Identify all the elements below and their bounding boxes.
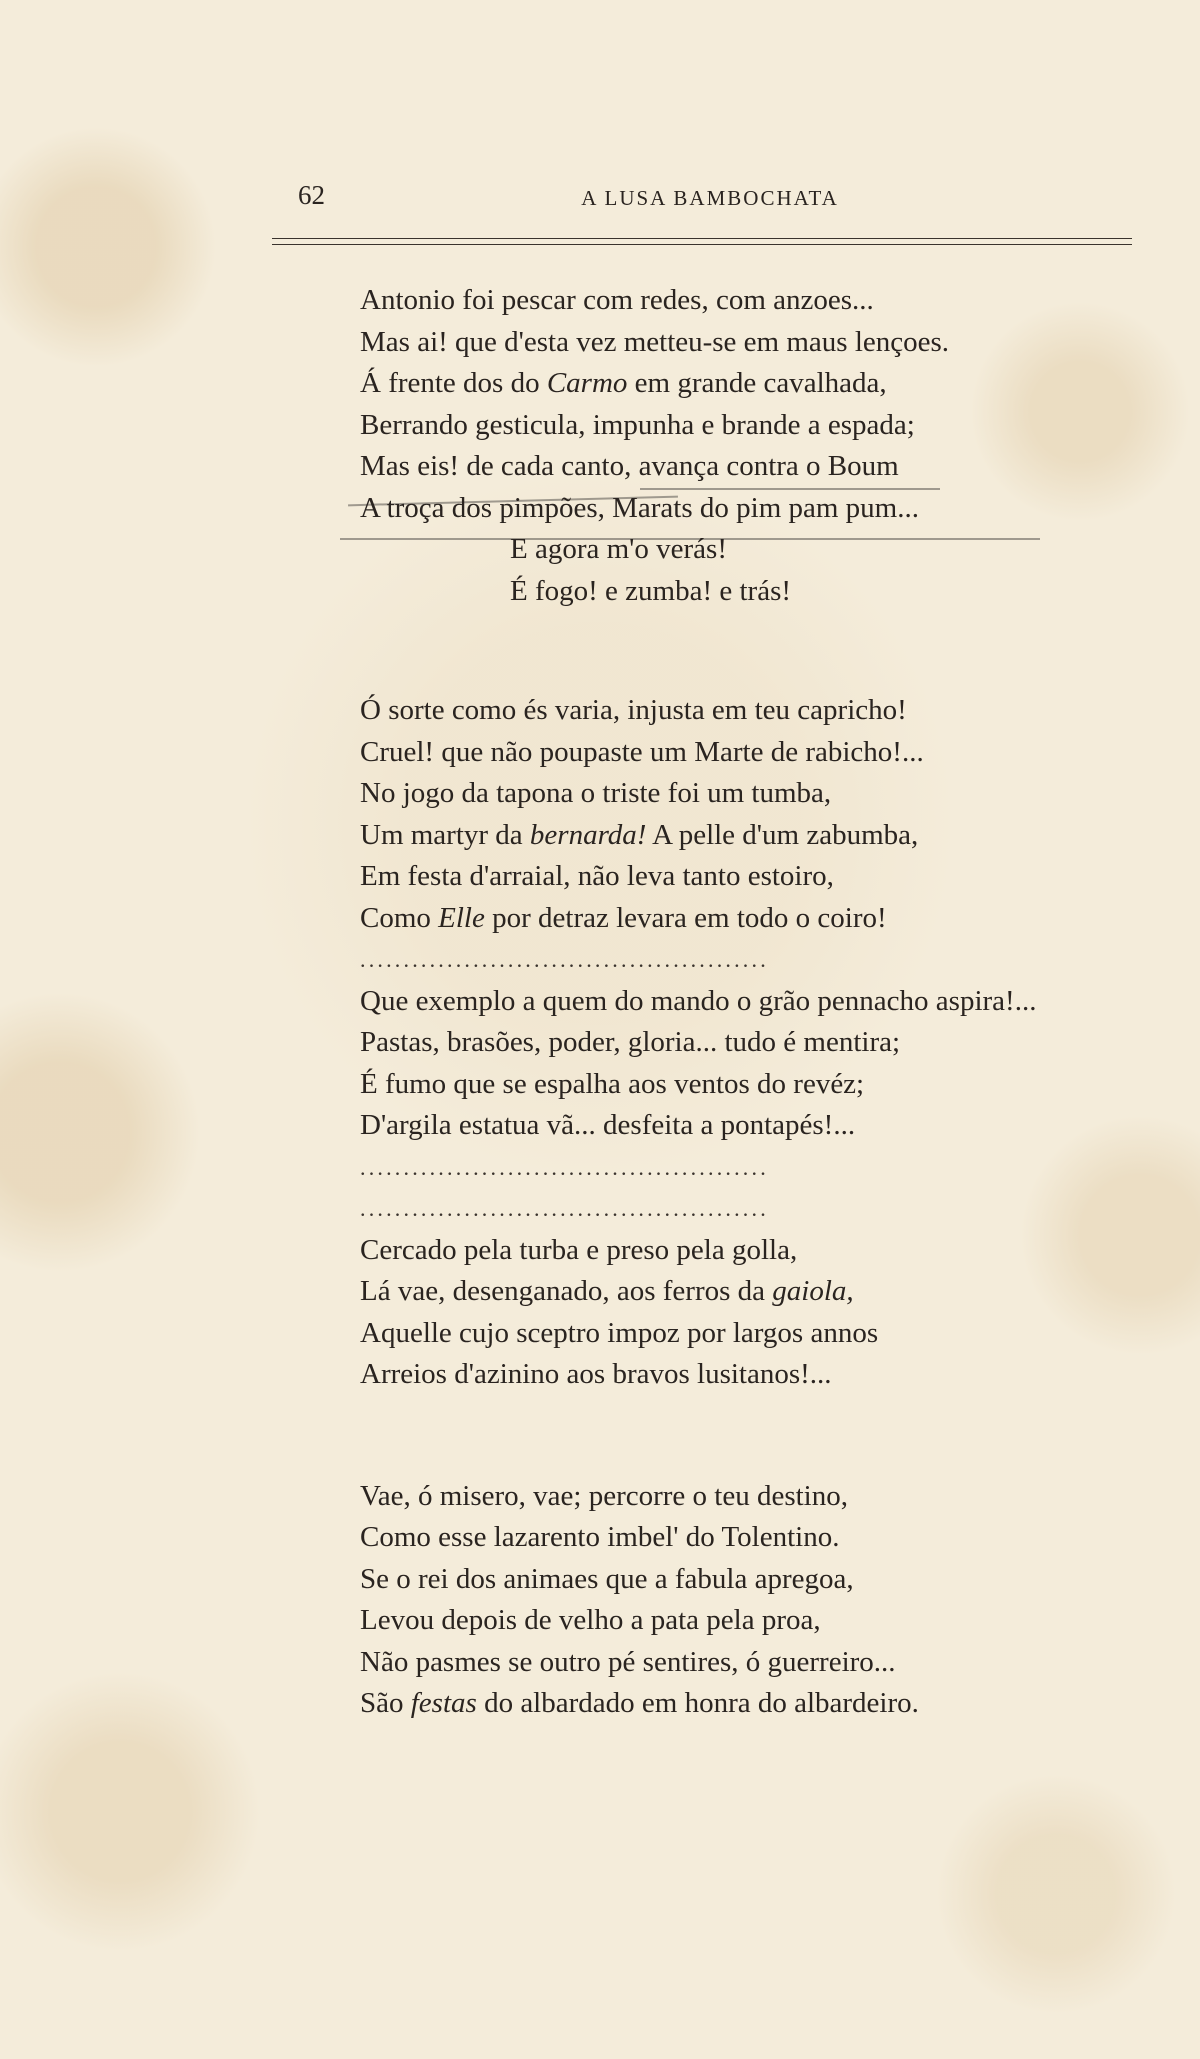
verse-line: Mas eis! de cada canto, avança contra o Boum: [360, 450, 899, 482]
verse-line: Berrando gesticula, impunha e brande a espada;: [360, 408, 915, 441]
verse-line: Mas ai! que d'esta vez metteu-se em maus lençoes.: [360, 325, 950, 358]
verse-line: D'argila estatua vã... desfeita a pontapés!...: [360, 1109, 856, 1141]
verse-line: Vae, ó misero, vae; percorre o teu destino,: [360, 1479, 848, 1512]
verse-italic: bernarda!: [529, 818, 647, 851]
verse-line: Cercado pela turba e preso pela golla,: [360, 1233, 798, 1266]
verse-text: em grande cavalhada,: [627, 367, 887, 399]
verse-text: Lá vae, desenganado, aos ferros da: [360, 1275, 773, 1307]
verse-italic: gaiola,: [772, 1275, 854, 1307]
verse-text: do albardado em honra do albardeiro.: [476, 1687, 919, 1719]
verse-line: Pastas, brasões, poder, gloria... tudo é mentira;: [360, 1026, 901, 1058]
verse-line: Que exemplo a quem do mando o grão pennacho aspira!...: [360, 984, 1037, 1017]
stanza-5: [360, 1476, 1160, 1725]
verse-line: Antonio foi pescar com redes, com anzoes...: [360, 284, 874, 316]
verse-text: Como: [360, 901, 439, 934]
verse-line: Arreios d'azinino aos bravos lusitanos!...: [360, 1358, 832, 1390]
verse-line: Em festa d'arraial, não leva tanto estoiro,: [360, 860, 834, 892]
verse-text: Á frente dos do: [360, 367, 547, 399]
poem-body: [360, 280, 1160, 1725]
stanza-4: [360, 1230, 1160, 1396]
verse-line: Não pasmes se outro pé sentires, ó guerreiro...: [360, 1645, 896, 1678]
verse-line: Ó sorte como és varia, injusta em teu capricho!: [360, 694, 907, 726]
header-rule-bottom: [272, 244, 1132, 245]
ellipsis-row: ...............................................: [360, 1154, 769, 1180]
verse-line: Aquelle cujo sceptro impoz por largos annos: [360, 1316, 879, 1349]
stanza-3: [360, 981, 1160, 1230]
page-number: 62: [298, 180, 325, 210]
verse-line: A troça dos pimpões, Marats do pim pam pum...: [360, 491, 919, 524]
stanza-1: [360, 280, 1160, 612]
page-header: [290, 180, 1130, 220]
verse-line: E agora m'o verás!: [510, 533, 727, 565]
verse-line: [360, 1271, 1160, 1313]
verse-line: [360, 363, 1160, 405]
verse-italic: Carmo: [546, 367, 628, 399]
stanza-2: [360, 690, 1160, 981]
stanza-gap: [360, 1396, 1160, 1476]
verse-italic: festas: [410, 1687, 477, 1719]
verse-line: É fogo! e zumba! e trás!: [510, 574, 792, 607]
verse-line: Se o rei dos animaes que a fabula apregoa,: [360, 1562, 854, 1595]
verse-italic: Elle: [438, 901, 485, 934]
header-rule-top: [272, 238, 1132, 239]
verse-line: [360, 1683, 1160, 1725]
verse-line: Levou depois de velho a pata pela proa,: [360, 1604, 821, 1636]
verse-text: São: [360, 1687, 411, 1719]
verse-line: Cruel! que não poupaste um Marte de rabicho!...: [360, 735, 924, 768]
verse-line: É fumo que se espalha aos ventos do revéz;: [360, 1067, 865, 1100]
ellipsis-row: ...............................................: [360, 947, 769, 972]
verse-line: Como esse lazarento imbel' do Tolentino.: [360, 1521, 840, 1553]
verse-text: por detraz levara em todo o coiro!: [484, 901, 887, 934]
verse-text: Um martyr da: [360, 818, 530, 851]
verse-text: A pelle d'um zabumba,: [646, 818, 919, 851]
verse-line: [360, 898, 1160, 940]
ellipsis-row: ...............................................: [360, 1196, 769, 1221]
verse-line: [360, 815, 1160, 857]
verse-line: No jogo da tapona o triste foi um tumba,: [360, 777, 832, 809]
stanza-gap: [360, 612, 1160, 690]
running-title: A LUSA BAMBOCHATA: [581, 186, 839, 210]
